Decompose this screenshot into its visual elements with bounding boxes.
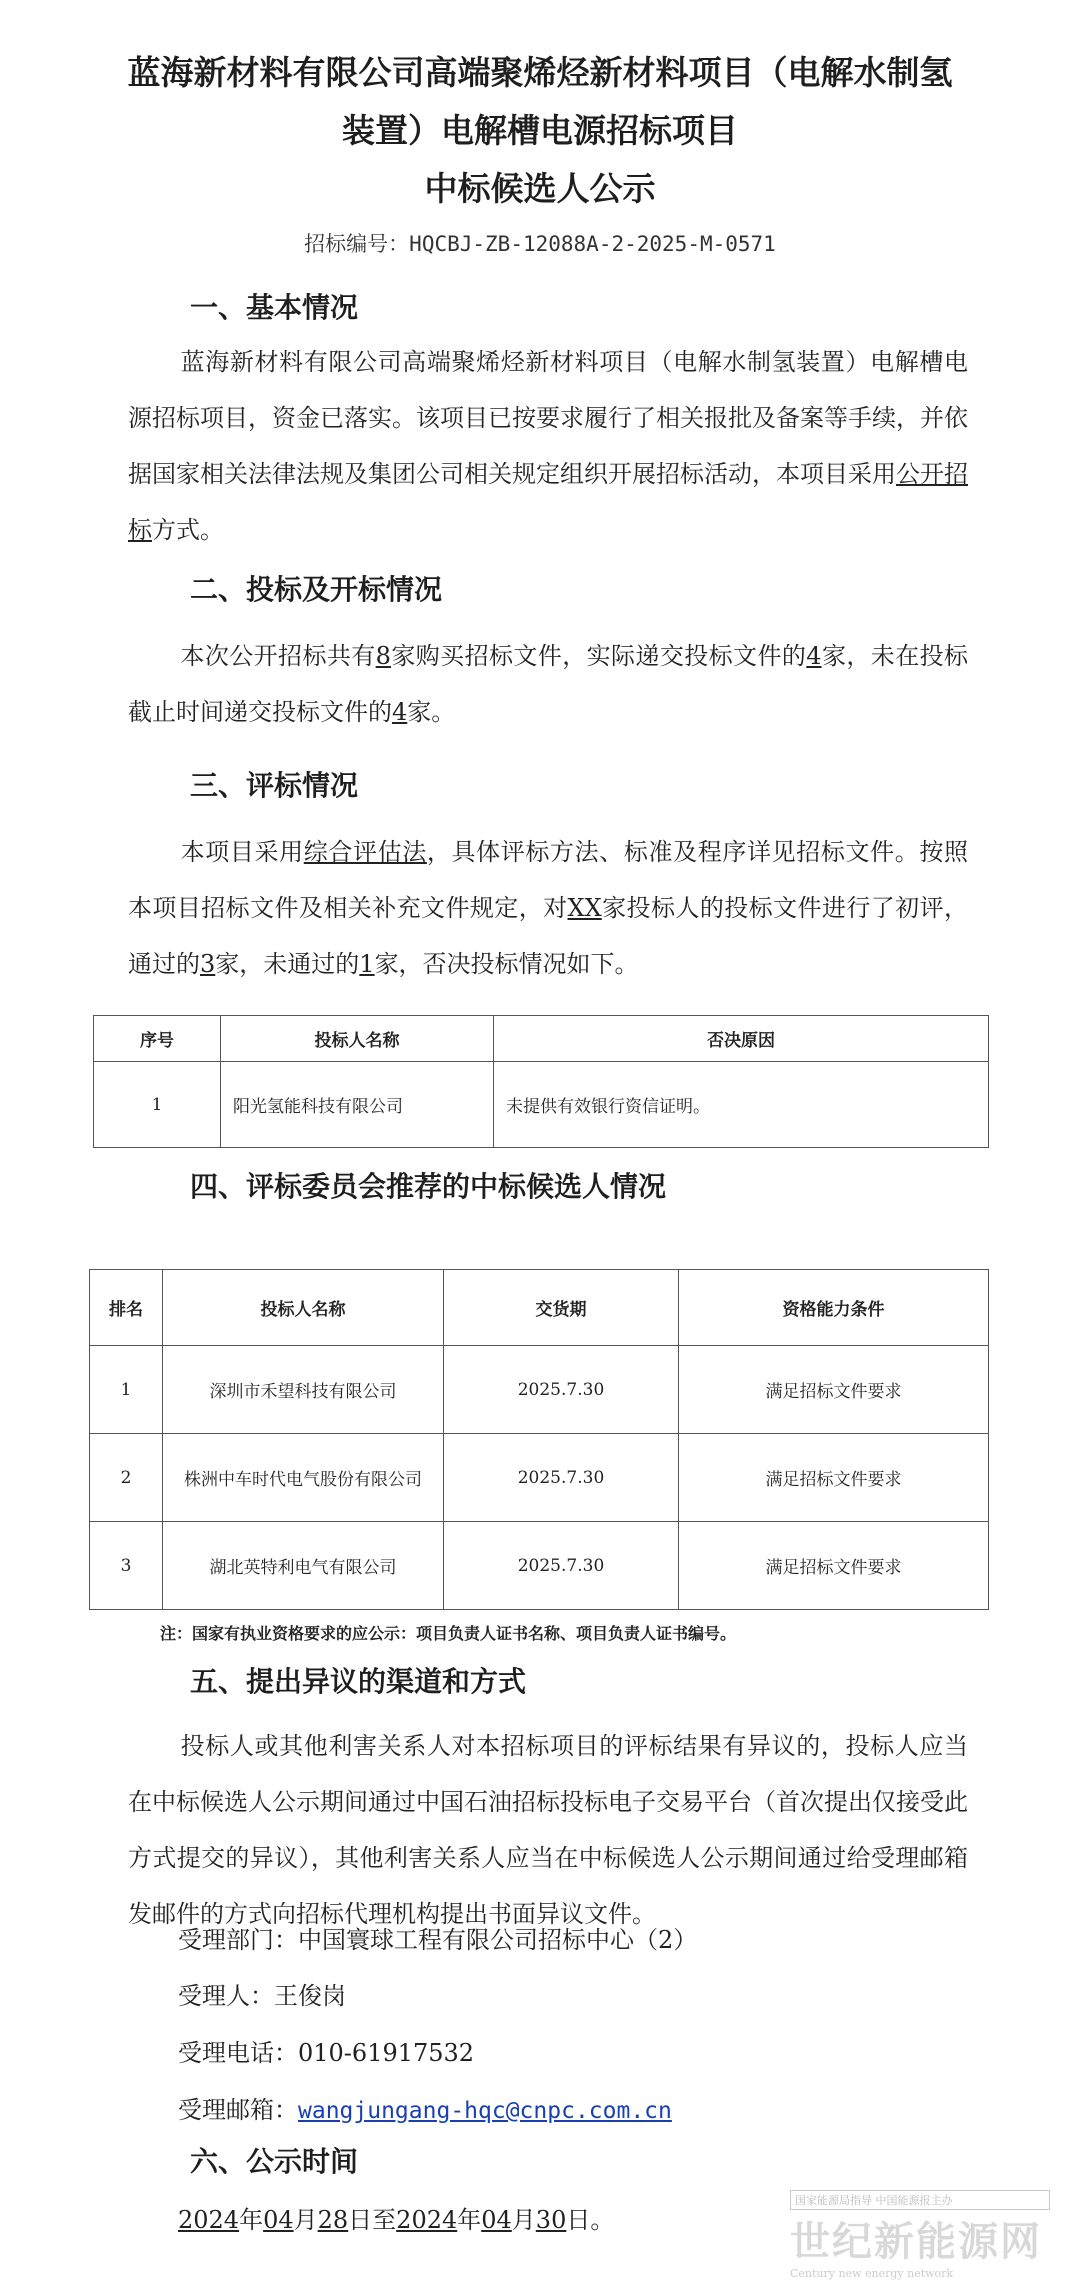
failed-count: 1 (359, 950, 375, 978)
nian-1: 年 (239, 2206, 264, 2234)
cand-rank: 2 (90, 1434, 163, 1522)
section-3-heading: 三、评标情况 (190, 769, 359, 802)
evaluated-count: XX (567, 894, 602, 922)
table-row (94, 1062, 989, 1148)
email-link[interactable]: wangjungang-hqc@cnpc.com.cn (298, 2098, 672, 2124)
cand-header-rank: 排名 (90, 1270, 163, 1346)
person-value: 王俊岗 (274, 1982, 346, 2010)
cand-delivery: 2025.7.30 (444, 1434, 679, 1522)
submitted-count: 4 (806, 642, 822, 670)
reject-cell-reason: 未提供有效银行资信证明。 (494, 1062, 989, 1148)
yue-1: 月 (293, 2206, 318, 2234)
section-1-paragraph (128, 334, 968, 558)
watermark-main: 世纪新能源网 (790, 2218, 1042, 2265)
candidate-note: 注：国家有执业资格要求的应公示：项目负责人证书名称、项目负责人证书编号。 (160, 1624, 737, 1643)
person-line (178, 1976, 346, 2011)
nian-2: 年 (457, 2206, 482, 2234)
s3-text-3: 家投标人的投标文件进行了初评，通过的 (128, 894, 969, 978)
cand-header-delivery: 交货期 (444, 1270, 679, 1346)
cand-rank: 1 (90, 1346, 163, 1434)
cand-header-qualification: 资格能力条件 (679, 1270, 989, 1346)
cand-name: 株洲中车时代电气股份有限公司 (163, 1434, 444, 1522)
evaluation-method: 综合评估法 (303, 838, 427, 866)
reject-header-name: 投标人名称 (221, 1016, 494, 1062)
phone-line (178, 2033, 474, 2068)
s2-text-3: 家，未在投标截止时间递交投标文件的 (128, 642, 969, 726)
phone-label: 受理电话： (178, 2039, 298, 2067)
s5-text: 投标人或其他利害关系人对本招标项目的评标结果有异议的，投标人应当在中标候选人公示期间通过中国石油招标投标电子交易平台（首次提出仅接受此方式提交的异议），其他利害关系人应当在中标候选人公示期间通过给受理邮箱发邮件的方式向招标代理机构提出书面异议文件。 (128, 1732, 968, 1928)
period-mid: 日至 (348, 2206, 397, 2234)
cand-qualification: 满足招标文件要求 (679, 1346, 989, 1434)
reject-cell-no: 1 (94, 1062, 221, 1148)
document-title-line-3: 中标候选人公示 (424, 169, 656, 208)
yue-2: 月 (511, 2206, 536, 2234)
cand-qualification: 满足招标文件要求 (679, 1522, 989, 1610)
watermark-top: 国家能源局指导 中国能源报主办 (790, 2190, 1050, 2210)
section-5-heading: 五、提出异议的渠道和方式 (190, 1665, 527, 1698)
deadline-count: 4 (392, 698, 408, 726)
person-label: 受理人： (178, 1982, 274, 2010)
period-end: 日。 (566, 2206, 615, 2234)
tender-code: 招标编号：HQCBJ-ZB-12088A-2-2025-M-0571 (304, 232, 776, 256)
reject-cell-name: 阳光氢能科技有限公司 (221, 1062, 494, 1148)
reject-header-reason: 否决原因 (494, 1016, 989, 1062)
cand-name: 湖北英特利电气有限公司 (163, 1522, 444, 1610)
s3-text-2: ，具体评标方法、标准及程序详见招标文件。按照本项目招标文件及相关补充文件规定，对 (128, 838, 968, 922)
table-row (90, 1434, 989, 1522)
cand-qualification: 满足招标文件要求 (679, 1434, 989, 1522)
table-row (90, 1346, 989, 1434)
cand-delivery: 2025.7.30 (444, 1522, 679, 1610)
email-line (178, 2090, 672, 2125)
dept-line (178, 1920, 697, 1955)
s2-text-4: 家。 (407, 698, 456, 726)
start-year: 2024 (178, 2206, 240, 2234)
section-2-paragraph (128, 628, 968, 740)
cand-name: 深圳市禾望科技有限公司 (163, 1346, 444, 1434)
cand-rank: 3 (90, 1522, 163, 1610)
s3-text-5: 家，否决投标情况如下。 (374, 950, 639, 978)
email-label: 受理邮箱： (178, 2096, 298, 2124)
rejection-table (93, 1015, 989, 1148)
cand-delivery: 2025.7.30 (444, 1346, 679, 1434)
document-title-line-1: 蓝海新材料有限公司高端聚烯烃新材料项目（电解水制氢 (127, 53, 953, 92)
table-row (90, 1522, 989, 1610)
s2-text-2: 家购买招标文件，实际递交投标文件的 (390, 642, 807, 670)
s3-text-1: 本项目采用 (180, 838, 304, 866)
section-2-heading: 二、投标及开标情况 (190, 573, 443, 606)
publicity-period (178, 2200, 614, 2235)
section-5-paragraph (128, 1718, 968, 1942)
start-day: 28 (317, 2206, 349, 2234)
section-6-heading: 六、公示时间 (190, 2145, 359, 2178)
passed-count: 3 (200, 950, 216, 978)
section-1-heading: 一、基本情况 (190, 291, 359, 324)
end-year: 2024 (396, 2206, 458, 2234)
watermark-sub: Century new energy network (790, 2267, 954, 2280)
phone-value: 010-61917532 (298, 2039, 475, 2067)
s2-text-1: 本次公开招标共有 (180, 642, 376, 670)
section-3-paragraph (128, 824, 968, 992)
section-1-text-end: 方式。 (152, 516, 224, 544)
dept-label: 受理部门： (178, 1926, 298, 1954)
section-1-text: 蓝海新材料有限公司高端聚烯烃新材料项目（电解水制氢装置）电解槽电源招标项目，资金已落实。该项目已按要求履行了相关报批及备案等手续，并依据国家相关法律法规及集团公司相关规定组织开展招标活动，本项目采用 (128, 348, 968, 488)
section-4-heading: 四、评标委员会推荐的中标候选人情况 (190, 1170, 667, 1203)
reject-header-no: 序号 (94, 1016, 221, 1062)
purchased-count: 8 (375, 642, 391, 670)
cand-header-name: 投标人名称 (163, 1270, 444, 1346)
candidate-table (89, 1269, 989, 1610)
end-day: 30 (535, 2206, 567, 2234)
watermark-logo (790, 2190, 1050, 2280)
end-month: 04 (481, 2206, 512, 2234)
s3-text-4: 家，未通过的 (215, 950, 360, 978)
tender-method: 公开招标 (128, 460, 968, 544)
document-title-line-2: 装置）电解槽电源招标项目 (342, 111, 738, 150)
start-month: 04 (263, 2206, 294, 2234)
dept-value: 中国寰球工程有限公司招标中心（2） (298, 1926, 698, 1954)
